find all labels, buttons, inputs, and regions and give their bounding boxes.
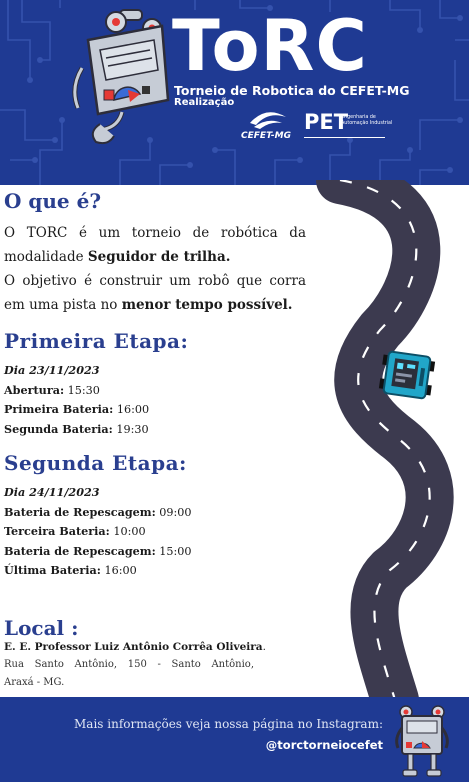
- stage1-title: Primeira Etapa:: [4, 329, 189, 353]
- about-section: [4, 189, 314, 213]
- stage1-section: [4, 328, 314, 439]
- local-address-line2: Araxá - MG.: [4, 677, 65, 688]
- pet-subtitle: Engenharia de Automação Industrial: [341, 115, 393, 126]
- about-title: O que é?: [4, 189, 102, 213]
- cefet-logo: [236, 109, 296, 141]
- instagram-handle-link[interactable]: @torctorneiocefet: [265, 738, 383, 752]
- stage1-date: Dia 23/11/2023: [4, 363, 100, 377]
- pet-logo: PET: [304, 110, 349, 134]
- stage2-date: Dia 24/11/2023: [4, 485, 100, 499]
- realizacao-label: Realização: [174, 97, 235, 108]
- stage2-title: Segunda Etapa:: [4, 451, 187, 475]
- line-follower-car-icon: [378, 348, 436, 402]
- footer-info-text: Mais informações veja nossa página no Instagram:: [74, 717, 383, 731]
- header-banner: [0, 0, 469, 185]
- about-highlight-2: menor tempo possível.: [121, 297, 293, 313]
- stage2-item: Última Bateria: 16:00: [4, 563, 137, 578]
- about-paragraph-2: O objetivo é construir um robô que corra em uma pista no menor tempo possível.: [4, 273, 306, 313]
- cefet-swoosh-icon: [236, 109, 296, 129]
- footer-banner: [0, 697, 469, 782]
- stage1-item: Abertura: 15:30: [4, 382, 100, 397]
- torc-logo: ToRC: [172, 5, 368, 87]
- race-track-icon: [300, 180, 469, 700]
- stage1-schedule: [4, 361, 314, 439]
- stage2-section: [4, 450, 314, 581]
- stage2-item: Bateria de Repescagem: 15:00: [4, 543, 192, 558]
- pet-underline: [304, 137, 385, 138]
- about-text: [4, 221, 306, 317]
- about-highlight-1: Seguidor de trilha.: [87, 249, 231, 265]
- stage2-schedule: [4, 483, 314, 581]
- robot-mascot-icon: [392, 704, 452, 780]
- stage1-item: Primeira Bateria: 16:00: [4, 402, 150, 417]
- torc-subtitle: Torneio de Robotica do CEFET-MG: [174, 83, 410, 98]
- about-paragraph-1: O TORC é um torneio de robótica da modalidade Seguidor de trilha.: [4, 225, 306, 265]
- local-place: E. E. Professor Luiz Antônio Corrêa Oliveira.: [4, 641, 266, 653]
- stage2-item: Bateria de Repescagem: 09:00: [4, 504, 192, 519]
- stage1-item: Segunda Bateria: 19:30: [4, 421, 149, 436]
- local-title: Local :: [4, 616, 79, 640]
- local-section: [4, 615, 266, 692]
- stage2-item: Terceira Bateria: 10:00: [4, 524, 146, 539]
- robot-mascot-icon: [70, 8, 170, 148]
- local-address-line1: Rua Santo Antônio, 150 - Santo Antônio,: [4, 659, 254, 670]
- cefet-logo-text: CEFET-MG: [241, 131, 291, 141]
